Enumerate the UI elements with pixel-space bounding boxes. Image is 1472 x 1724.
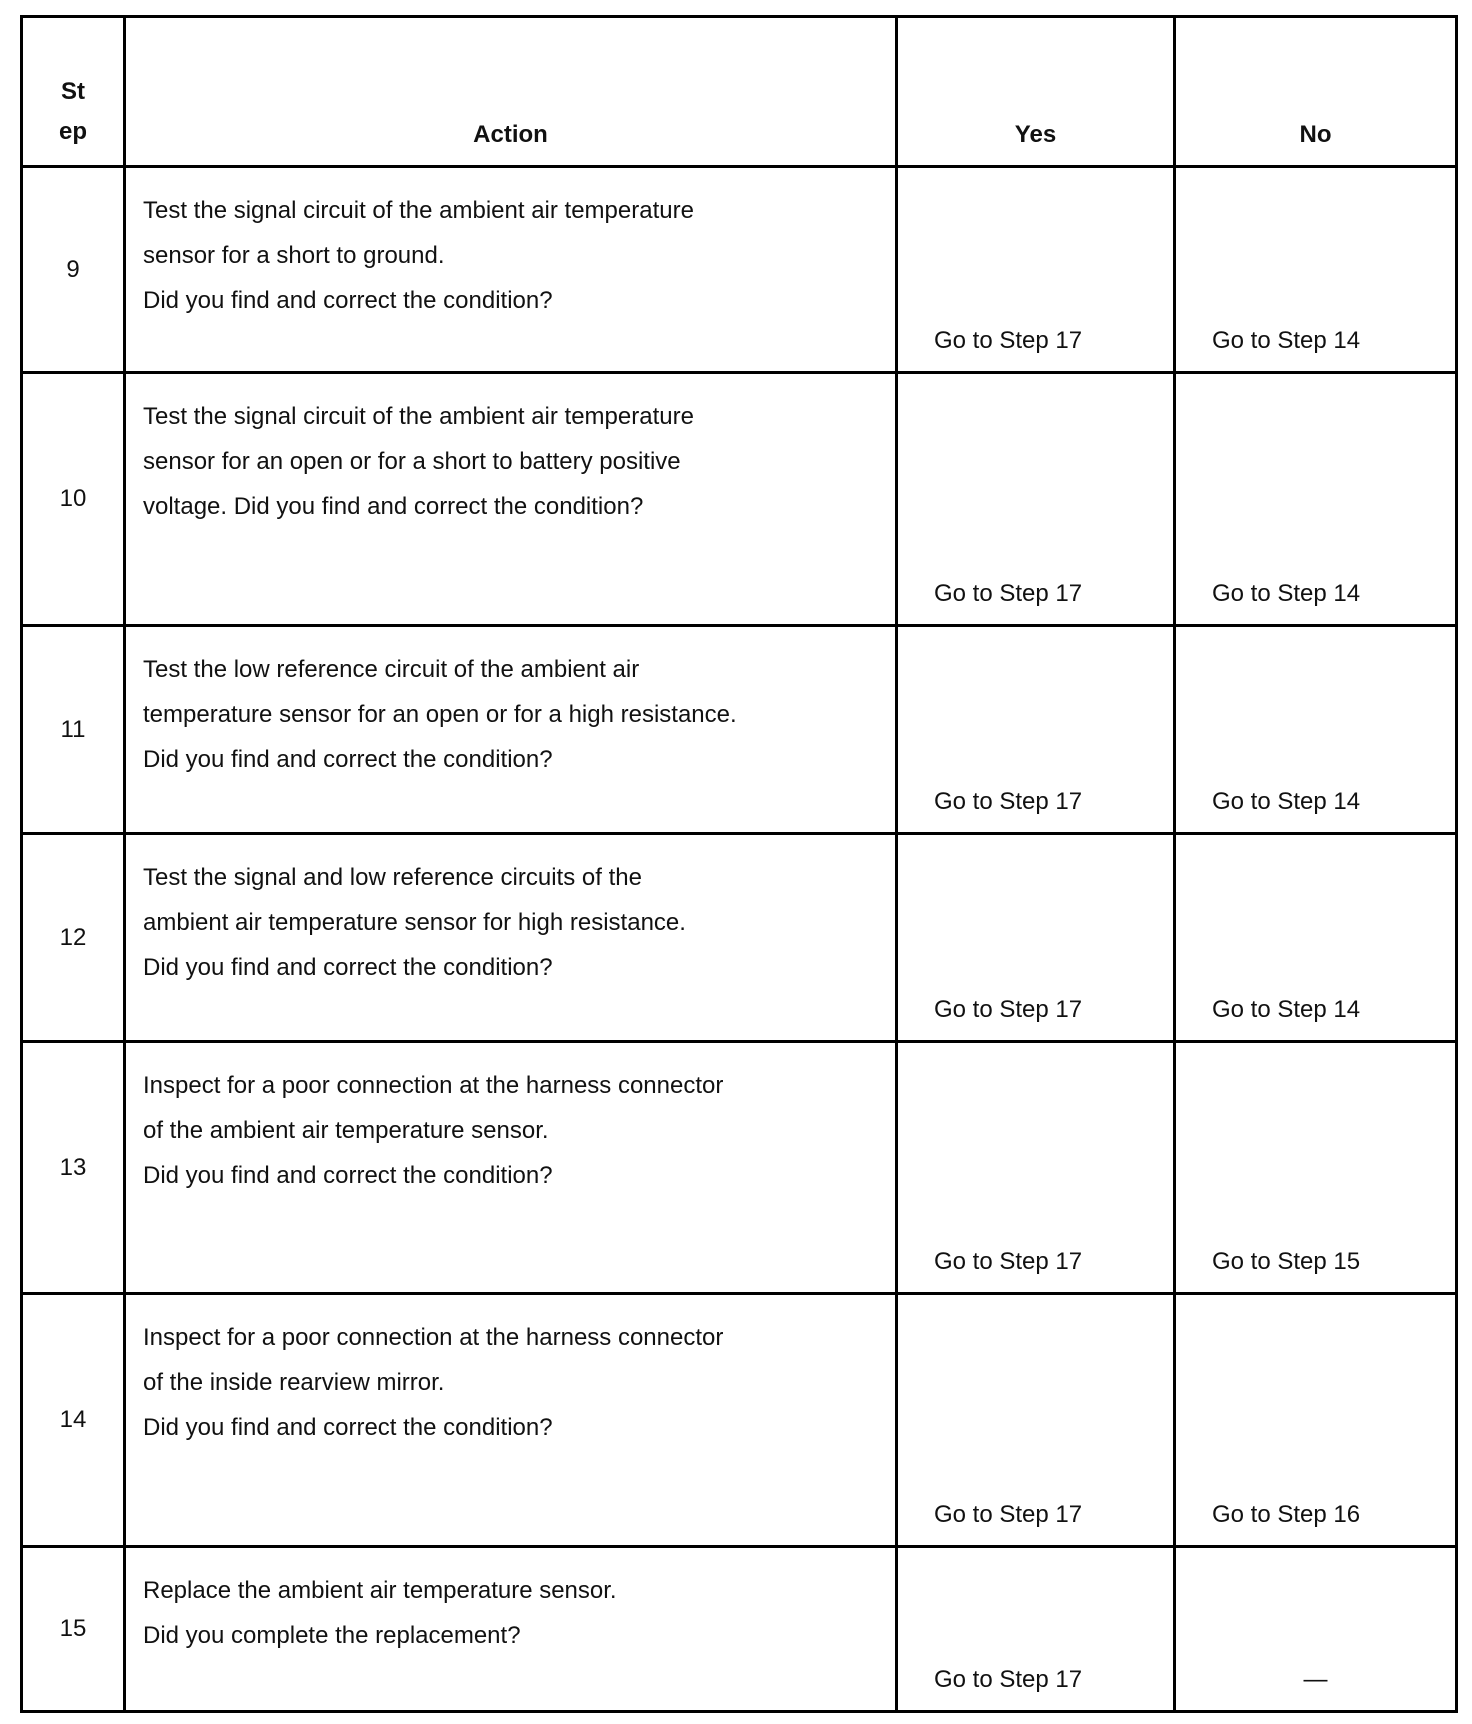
yes-result: Go to Step 17 — [934, 1248, 1083, 1275]
no-result: Go to Step 14 — [1212, 788, 1361, 815]
action-text — [143, 394, 694, 529]
no-cell — [1176, 374, 1455, 624]
action-cell — [126, 1043, 898, 1292]
yes-cell — [898, 1043, 1176, 1292]
header-no: No — [1299, 121, 1332, 148]
action-line: voltage. Did you find and correct the condition? — [143, 493, 644, 520]
action-line: Replace the ambient air temperature sensor. — [143, 1577, 617, 1604]
yes-result: Go to Step 17 — [934, 996, 1083, 1023]
action-line: Inspect for a poor connection at the harness connector — [143, 1072, 724, 1099]
action-line: Did you find and correct the condition? — [143, 954, 553, 981]
no-result: Go to Step 16 — [1212, 1501, 1361, 1528]
yes-result: Go to Step 17 — [934, 580, 1083, 607]
action-line: Did you find and correct the condition? — [143, 1162, 553, 1189]
action-line: Did you find and correct the condition? — [143, 287, 553, 314]
yes-result: Go to Step 17 — [934, 1501, 1083, 1528]
action-line: Test the signal circuit of the ambient air temperature — [143, 403, 694, 430]
header-yes: Yes — [1014, 121, 1057, 148]
yes-result: Go to Step 17 — [934, 327, 1083, 354]
no-cell — [1176, 1548, 1455, 1710]
table-header — [23, 18, 1455, 168]
step-number: 12 — [59, 923, 87, 951]
action-line: ambient air temperature sensor for high resistance. — [143, 909, 686, 936]
step-number: 10 — [59, 485, 87, 512]
action-text — [143, 855, 686, 990]
step-number: 15 — [59, 1615, 87, 1642]
step-cell — [23, 627, 126, 832]
step-cell — [23, 374, 126, 624]
action-line: of the inside rearview mirror. — [143, 1369, 445, 1396]
yes-result: Go to Step 17 — [934, 1666, 1083, 1693]
action-cell — [126, 1295, 898, 1545]
no-result: Go to Step 14 — [1212, 996, 1361, 1023]
no-cell — [1176, 835, 1455, 1040]
yes-cell — [898, 1295, 1176, 1545]
step-cell — [23, 168, 126, 371]
header-step-line1: St — [61, 78, 85, 105]
table-row — [23, 1043, 1455, 1295]
header-action: Action — [473, 121, 548, 148]
step-cell — [23, 1043, 126, 1292]
action-line: Test the low reference circuit of the ambient air — [143, 656, 640, 683]
action-line: Test the signal circuit of the ambient air temperature — [143, 197, 694, 224]
step-number: 9 — [66, 255, 80, 283]
table-row — [23, 168, 1455, 374]
action-text — [143, 1063, 723, 1198]
no-cell — [1176, 168, 1455, 371]
yes-cell — [898, 835, 1176, 1040]
action-text — [143, 1568, 617, 1658]
action-cell — [126, 835, 898, 1040]
step-number: 14 — [59, 1406, 87, 1433]
step-cell — [23, 1295, 126, 1545]
header-step-line2: ep — [58, 118, 87, 145]
action-line: Did you find and correct the condition? — [143, 746, 553, 773]
action-cell — [126, 1548, 898, 1710]
action-line: Inspect for a poor connection at the harness connector — [143, 1324, 724, 1351]
action-cell — [126, 374, 898, 624]
step-cell — [23, 835, 126, 1040]
yes-cell — [898, 627, 1176, 832]
action-text — [143, 1315, 723, 1450]
yes-result: Go to Step 17 — [934, 788, 1083, 815]
action-line: sensor for an open or for a short to battery positive — [143, 448, 681, 475]
table-row — [23, 374, 1455, 627]
header-step — [23, 18, 126, 165]
table-row — [23, 1548, 1455, 1710]
action-cell — [126, 627, 898, 832]
action-text — [143, 647, 737, 782]
table-row — [23, 835, 1455, 1043]
action-line: Test the signal and low reference circuits of the — [143, 864, 642, 891]
yes-cell — [898, 374, 1176, 624]
action-line: temperature sensor for an open or for a high resistance. — [143, 701, 737, 728]
action-line: sensor for a short to ground. — [143, 242, 445, 269]
diagnostic-table — [20, 15, 1458, 1713]
no-cell — [1176, 1295, 1455, 1545]
action-line: Did you find and correct the condition? — [143, 1414, 553, 1441]
no-result: Go to Step 14 — [1212, 327, 1361, 354]
no-result: Go to Step 14 — [1212, 580, 1361, 607]
action-line: Did you complete the replacement? — [143, 1622, 521, 1649]
table-row — [23, 627, 1455, 835]
yes-cell — [898, 1548, 1176, 1710]
no-result: Go to Step 15 — [1212, 1248, 1361, 1275]
action-line: of the ambient air temperature sensor. — [143, 1117, 549, 1144]
no-result: — — [1303, 1666, 1328, 1693]
action-text — [143, 188, 694, 323]
step-cell — [23, 1548, 126, 1710]
table-row — [23, 1295, 1455, 1548]
no-cell — [1176, 1043, 1455, 1292]
header-step-label — [23, 72, 123, 152]
step-number: 13 — [59, 1153, 87, 1181]
no-cell — [1176, 627, 1455, 832]
step-number: 11 — [60, 715, 86, 743]
yes-cell — [898, 168, 1176, 371]
action-cell — [126, 168, 898, 371]
